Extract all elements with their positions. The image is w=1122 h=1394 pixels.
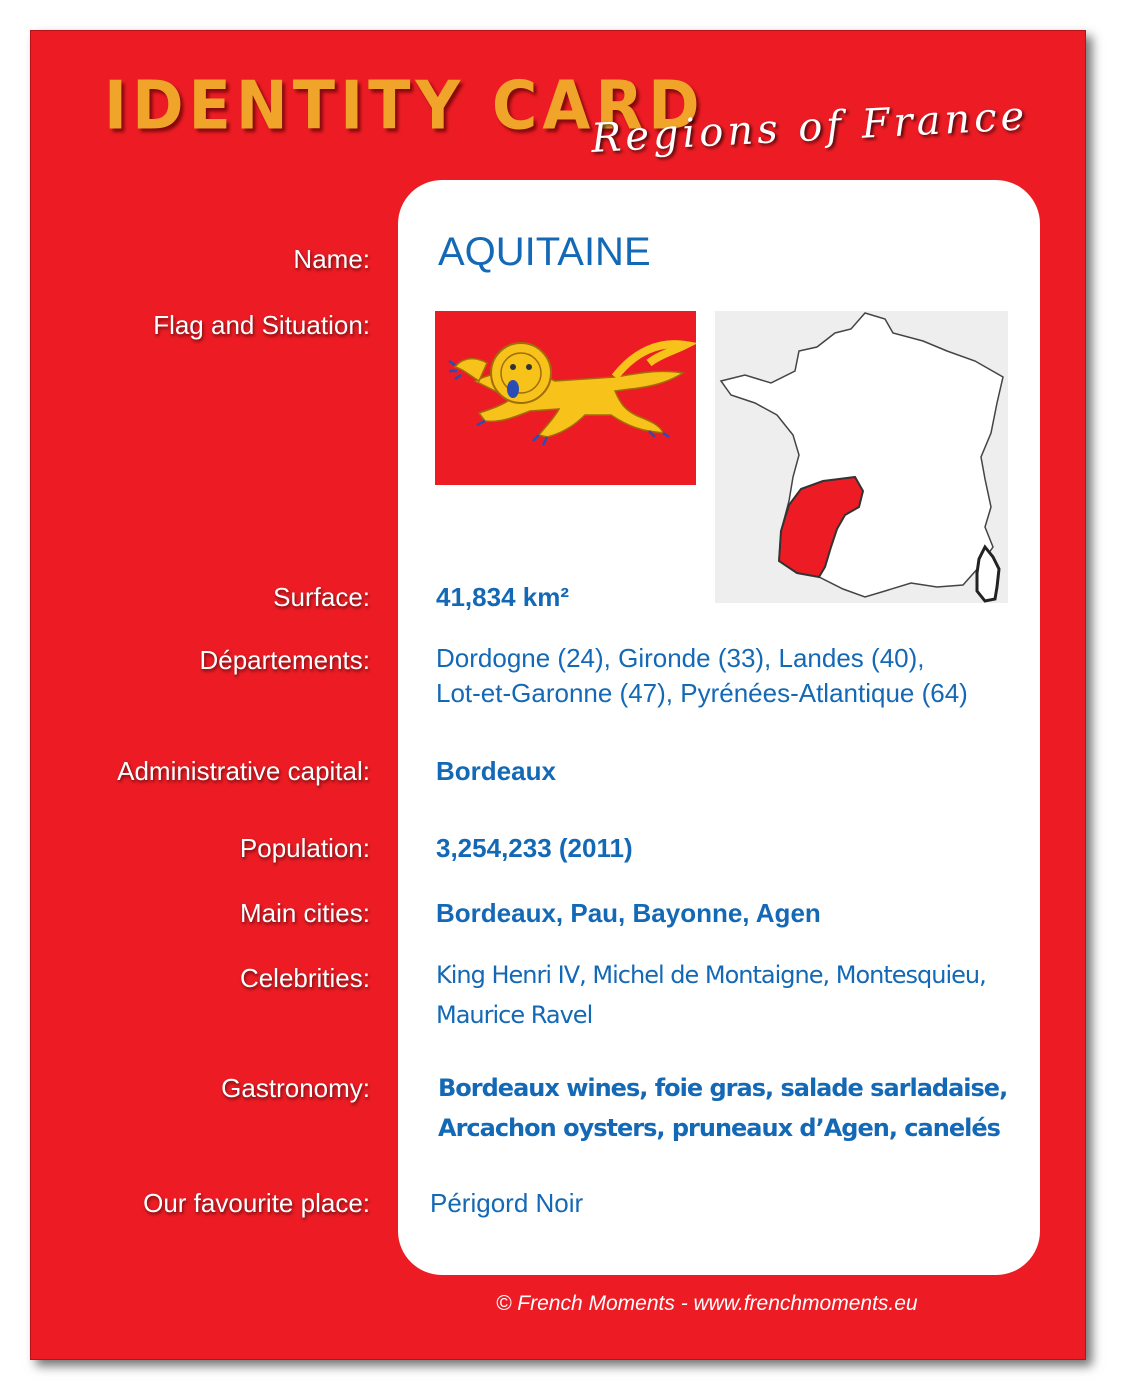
value-main-cities: Bordeaux, Pau, Bayonne, Agen xyxy=(436,898,821,928)
value-capital: Bordeaux xyxy=(436,756,556,786)
value-celebrities-line1: King Henri IV, Michel de Montaigne, Montesquieu, xyxy=(436,961,986,989)
value-departements-line1: Dordogne (24), Gironde (33), Landes (40), xyxy=(436,643,925,673)
label-main-cities: Main cities: xyxy=(239,898,370,928)
label-name: Name: xyxy=(293,244,370,274)
label-capital: Administrative capital: xyxy=(117,756,370,786)
label-favourite-place: Our favourite place: xyxy=(143,1188,370,1218)
value-celebrities-line2: Maurice Ravel xyxy=(436,1001,593,1029)
value-name: AQUITAINE xyxy=(438,230,651,274)
value-gastronomy-line1: Bordeaux wines, foie gras, salade sarladaise, xyxy=(438,1074,1008,1102)
label-departements: Départements: xyxy=(199,645,370,675)
label-population: Population: xyxy=(239,833,370,863)
aquitaine-lion-flag-icon xyxy=(435,311,696,485)
value-gastronomy-line2: Arcachon oysters, pruneaux d’Agen, canelés xyxy=(438,1114,1000,1142)
value-departements-line2: Lot-et-Garonne (47), Pyrénées-Atlantique (64) xyxy=(436,678,968,708)
label-flag-situation: Flag and Situation: xyxy=(153,310,370,340)
value-favourite-place: Périgord Noir xyxy=(430,1188,584,1218)
card-title: IDENTITY CARD xyxy=(104,66,705,145)
copyright-footer: © French Moments - www.frenchmoments.eu xyxy=(496,1292,918,1315)
label-celebrities: Celebrities: xyxy=(239,963,370,993)
value-surface: 41,834 km² xyxy=(436,582,569,612)
label-surface: Surface: xyxy=(273,582,370,612)
card-subtitle: Regions of France xyxy=(590,93,1030,162)
label-gastronomy: Gastronomy: xyxy=(221,1073,370,1103)
value-population: 3,254,233 (2011) xyxy=(436,833,633,863)
france-map-aquitaine-highlight-icon xyxy=(715,311,1008,603)
